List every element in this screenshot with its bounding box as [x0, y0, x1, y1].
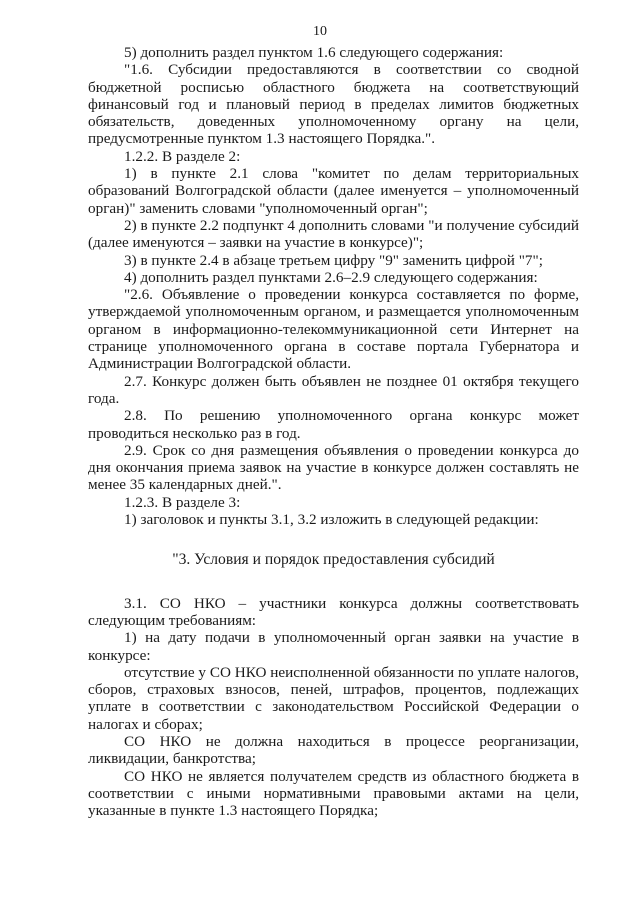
paragraph-2-9: 2.9. Срок со дня размещения объявления о проведении конкурса до дня окончания приема заявок на участие в конкурсе должен составлять не менее 35 календарных дней.". [88, 441, 579, 494]
page-number: 10 [313, 24, 327, 39]
paragraph-amend-5: 5) дополнить раздел пунктом 1.6 следующего содержания: [124, 44, 504, 61]
paragraph-add-2-6-2-9: 4) дополнить раздел пунктами 2.6–2.9 следующего содержания: [124, 268, 538, 286]
section-3-heading: "3. Условия и порядок предоставления субсидий [172, 551, 495, 569]
paragraph-section-3-change: 1) заголовок и пункты 3.1, 3.2 изложить в следующей редакции: [124, 511, 539, 529]
paragraph-2-8: 2.8. По решению уполномоченного органа конкурс может проводиться несколько раз в год. [88, 407, 579, 442]
paragraph-2-6: "2.6. Объявление о проведении конкурса составляется по форме, утверждаемой уполномоченным органом, и размещается уполномоченным органом в информационно-телекоммуникационной сети Интернет на странице уполномоченного органа в составе портала Губернатора и Администрации Волгоградской области. [88, 286, 579, 373]
paragraph-2-2-change: 2) в пункте 2.2 подпункт 4 дополнить словами "и получение субсидий (далее именуются – заявки на участие в конкурсе)"; [88, 216, 579, 252]
paragraph-1-2-2: 1.2.2. В разделе 2: [124, 147, 241, 165]
paragraph-1-2-3: 1.2.3. В разделе 3: [124, 493, 241, 511]
paragraph-2-7: 2.7. Конкурс должен быть объявлен не позднее 01 октября текущего года. [88, 372, 579, 407]
paragraph-no-reorganization: СО НКО не должна находиться в процессе реорганизации, ликвидации, банкротства; [88, 732, 579, 768]
paragraph-2-1-change: 1) в пункте 2.1 слова "комитет по делам территориальных образований Волгоградской области (далее именуется – уполномоченный орган)" заменить словами "уполномоченный орган"; [88, 165, 579, 217]
paragraph-1-6: "1.6. Субсидии предоставляются в соответствии со сводной бюджетной росписью областного бюджета на соответствующий финансовый год и плановый период в пределах лимитов бюджетных обязательств, доведенных уполномоченному органу на цели, предусмотренные пунктом 1.3 настоящего Порядка.". [88, 61, 579, 148]
paragraph-3-1: 3.1. СО НКО – участники конкурса должны соответствовать следующим требованиям: [88, 594, 579, 629]
paragraph-3-1-item-1: 1) на дату подачи в уполномоченный орган заявки на участие в конкурсе: [88, 629, 579, 664]
paragraph-2-4-change: 3) в пункте 2.4 в абзаце третьем цифру "9" заменить цифрой "7"; [124, 251, 543, 269]
paragraph-no-tax-debt: отсутствие у СО НКО неисполненной обязанности по уплате налогов, сборов, страховых взносов, пеней, штрафов, процентов, подлежащих уплате в соответствии с законодательством Российской Федерации о налогах и сборах; [88, 663, 579, 733]
document-body [88, 44, 579, 819]
paragraph-not-recipient: СО НКО не является получателем средств из областного бюджета в соответствии с иными нормативными правовыми актами на цели, указанные в пункте 1.3 настоящего Порядка; [88, 767, 579, 820]
